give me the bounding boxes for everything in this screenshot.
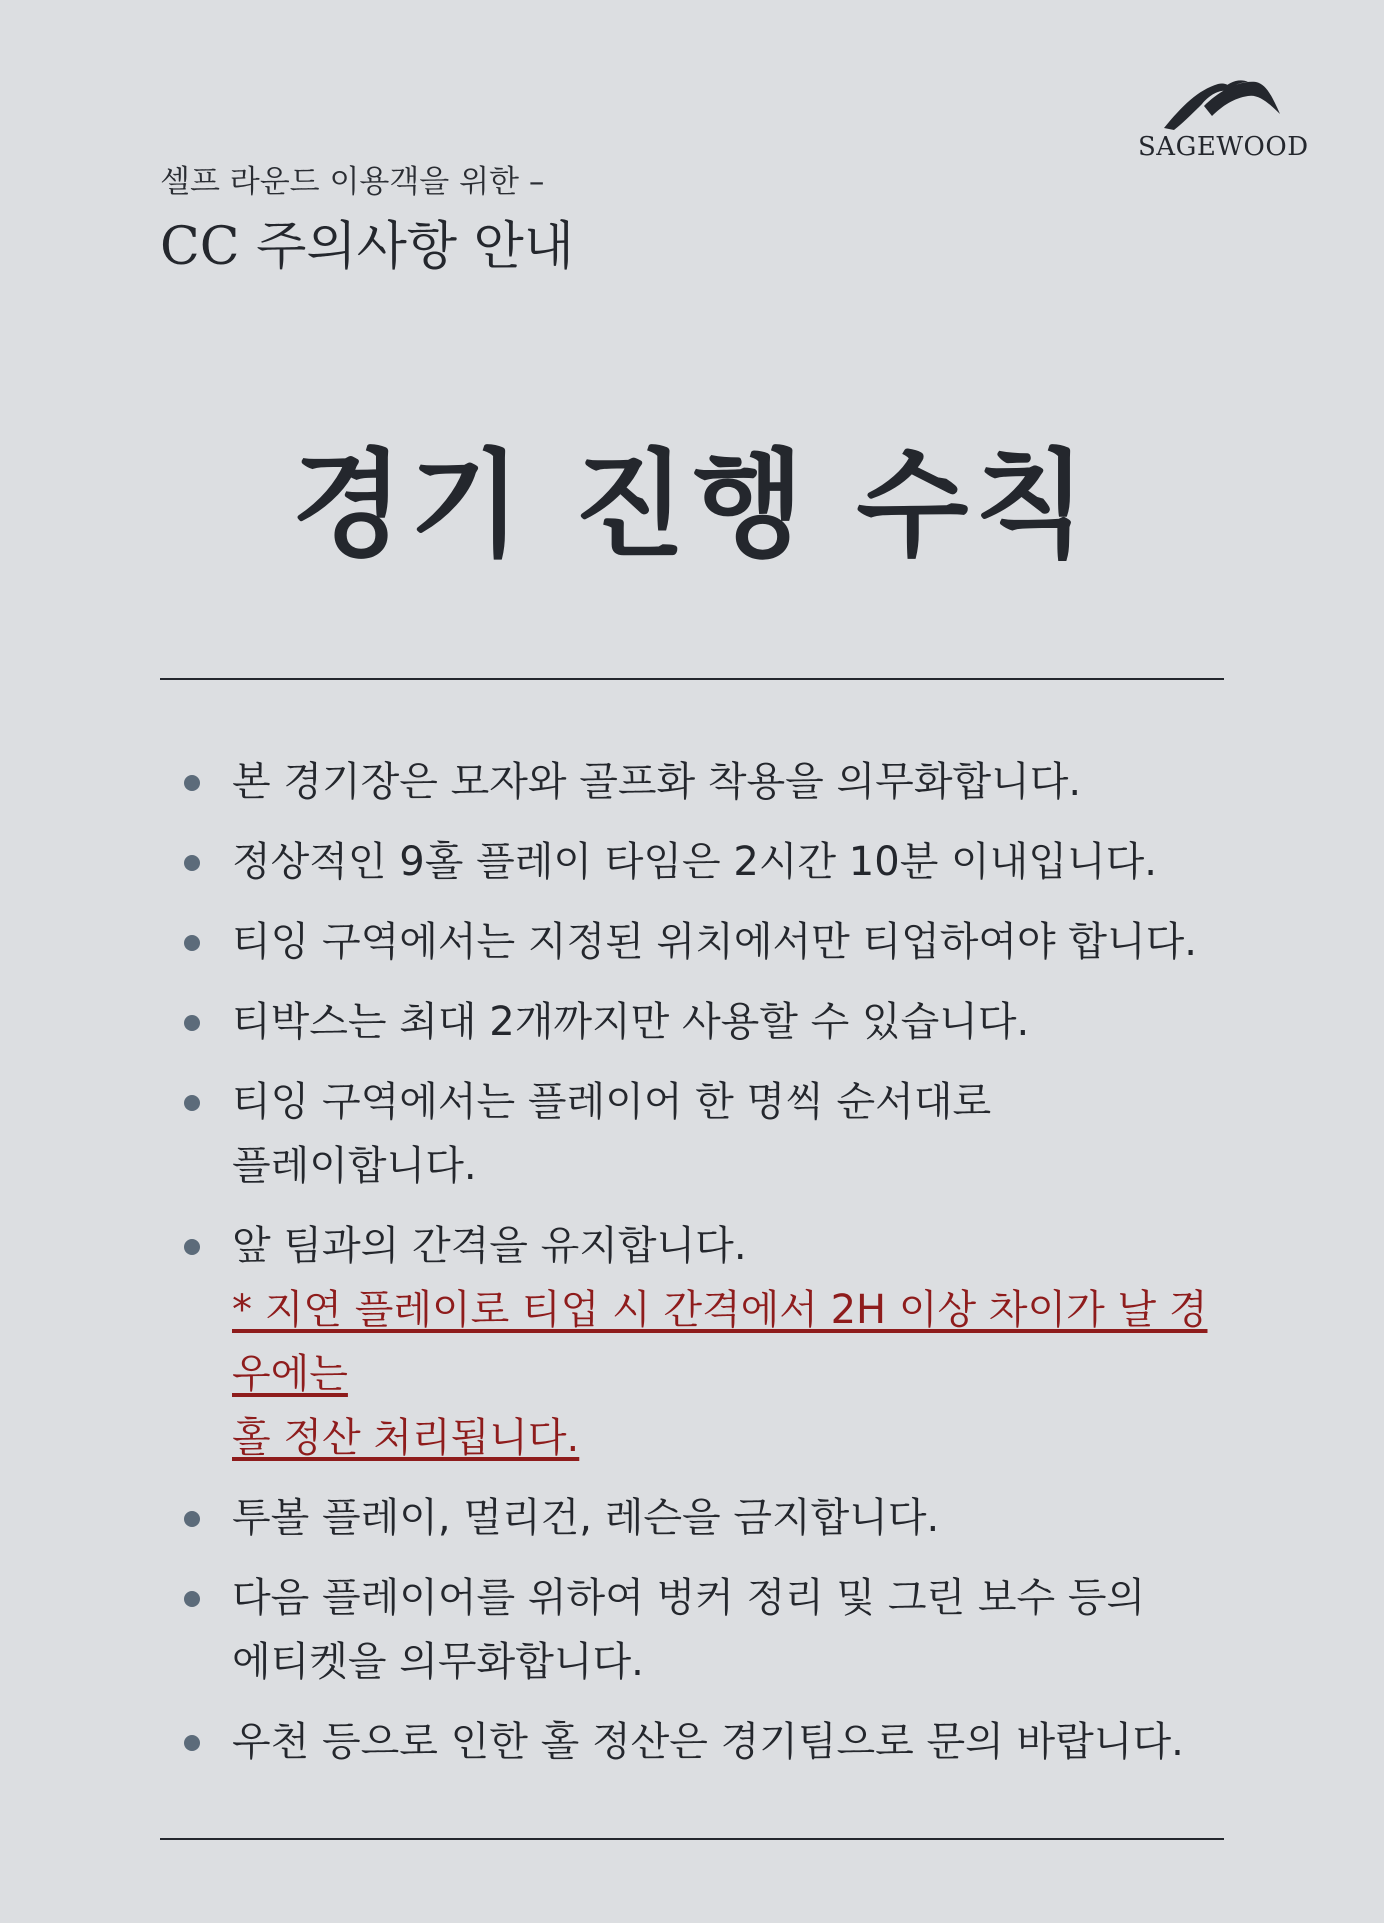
rule-item bbox=[182, 910, 1242, 974]
bottom-divider bbox=[160, 1838, 1224, 1840]
rule-item bbox=[182, 1710, 1242, 1774]
top-divider bbox=[160, 678, 1224, 680]
rule-item bbox=[182, 1214, 1242, 1470]
bullet-icon bbox=[184, 1239, 200, 1255]
bullet-icon bbox=[184, 1591, 200, 1607]
bullet-icon bbox=[184, 1015, 200, 1031]
bullet-icon bbox=[184, 1511, 200, 1527]
rule-warning-note: 홀 정산 처리됩니다. bbox=[232, 1415, 580, 1461]
rule-item bbox=[182, 990, 1242, 1054]
rule-text: 티잉 구역에서는 지정된 위치에서만 티업하여야 합니다. bbox=[232, 919, 1198, 965]
rule-text: 에티켓을 의무화합니다. bbox=[232, 1639, 644, 1685]
rule-text: 티잉 구역에서는 플레이어 한 명씩 순서대로 bbox=[232, 1079, 992, 1125]
rule-text: 우천 등으로 인한 홀 정산은 경기팀으로 문의 바랍니다. bbox=[232, 1719, 1184, 1765]
rule-text: 정상적인 9홀 플레이 타임은 2시간 10분 이내입니다. bbox=[232, 839, 1157, 885]
rule-item bbox=[182, 750, 1242, 814]
rule-warning-note: * 지연 플레이로 티업 시 간격에서 2H 이상 차이가 날 경우에는 bbox=[232, 1287, 1208, 1397]
header-title: CC 주의사항 안내 bbox=[160, 217, 575, 277]
header-subtitle: 셀프 라운드 이용객을 위한 – bbox=[160, 164, 545, 200]
rule-item bbox=[182, 1486, 1242, 1550]
rule-text: 투볼 플레이, 멀리건, 레슨을 금지합니다. bbox=[232, 1495, 940, 1541]
main-title: 경기 진행 수칙 bbox=[291, 437, 1093, 573]
sagewood-logo bbox=[1138, 76, 1308, 168]
bullet-icon bbox=[184, 1095, 200, 1111]
rule-text: 본 경기장은 모자와 골프화 착용을 의무화합니다. bbox=[232, 759, 1082, 805]
rule-item bbox=[182, 1566, 1242, 1694]
rule-text: 티박스는 최대 2개까지만 사용할 수 있습니다. bbox=[232, 999, 1030, 1045]
rules-list bbox=[182, 750, 1242, 1790]
logo-wordmark: SAGEWOOD bbox=[1138, 132, 1309, 162]
bullet-icon bbox=[184, 775, 200, 791]
bullet-icon bbox=[184, 855, 200, 871]
rule-item bbox=[182, 1070, 1242, 1198]
rule-item bbox=[182, 830, 1242, 894]
rule-text: 앞 팀과의 간격을 유지합니다. bbox=[232, 1223, 747, 1269]
rule-text: 다음 플레이어를 위하여 벙커 정리 및 그린 보수 등의 bbox=[232, 1575, 1146, 1621]
bullet-icon bbox=[184, 1735, 200, 1751]
mountain-bird-logo-icon bbox=[1160, 76, 1282, 130]
bullet-icon bbox=[184, 935, 200, 951]
rule-text: 플레이합니다. bbox=[232, 1143, 477, 1189]
